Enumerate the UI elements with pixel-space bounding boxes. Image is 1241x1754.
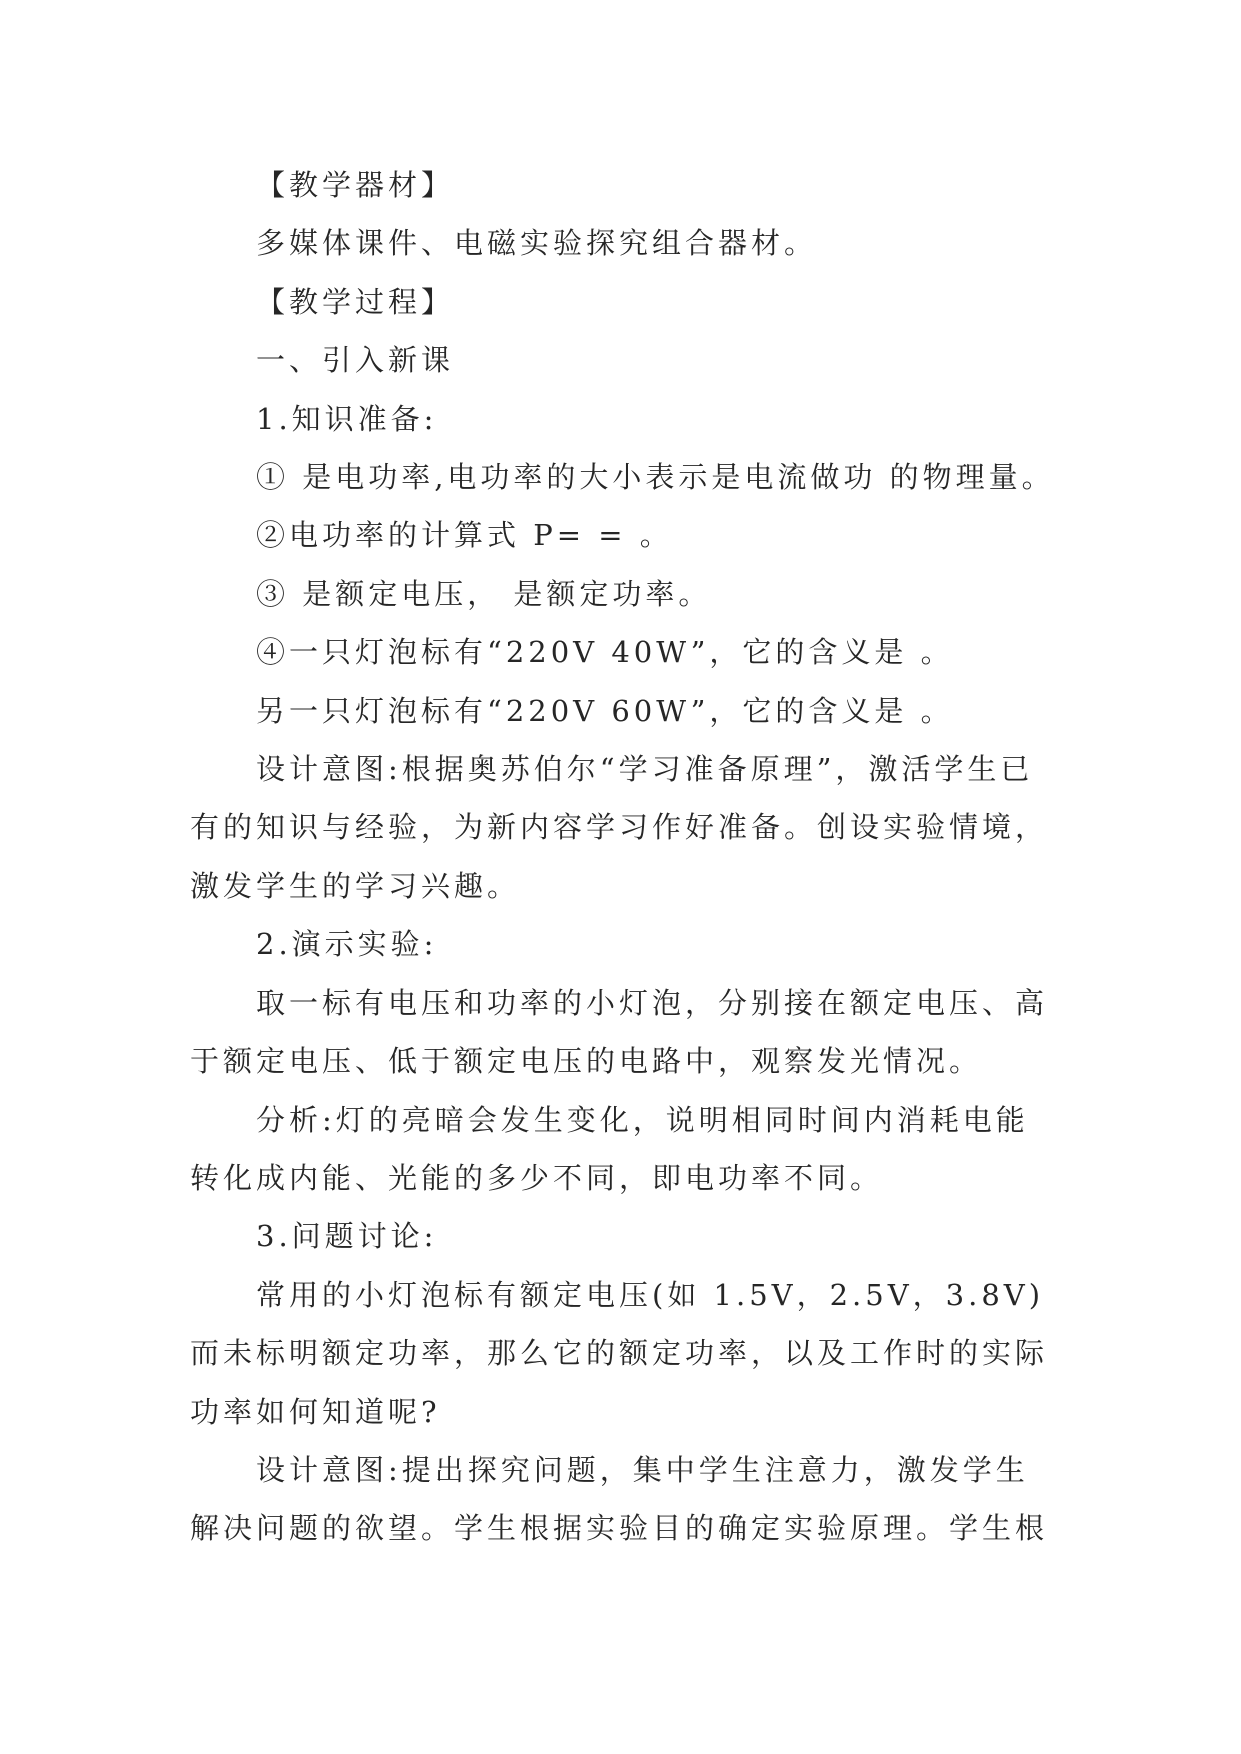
paragraph-demo-description: 取一标有电压和功率的小灯泡，分别接在额定电压、高于额定电压、低于额定电压的电路中，观察发光情况。	[190, 985, 1049, 1079]
subheading-knowledge-prep: 1.知识准备:	[256, 401, 438, 436]
question-item-4: ④一只灯泡标有“220V 40W”，它的含义是 。	[256, 635, 954, 670]
subheading-demo-experiment: 2.演示实验:	[256, 927, 438, 962]
question-item-3: ③ 是额定电压， 是额定功率。	[256, 576, 712, 611]
question-item-1: ① 是电功率,电功率的大小表示是电流做功 的物理量。	[256, 460, 1055, 495]
document-body	[190, 156, 1060, 1558]
question-item-4b: 另一只灯泡标有“220V 60W”，它的含义是 。	[256, 693, 954, 728]
paragraph-analysis: 分析:灯的亮暗会发生变化，说明相同时间内消耗电能转化成内能、光能的多少不同，即电功率不同。	[190, 1102, 1029, 1195]
section-heading-materials: 【教学器材】	[256, 168, 455, 202]
paragraph-materials-list: 多媒体课件、电磁实验探究组合器材。	[256, 226, 818, 261]
section-heading-process: 【教学过程】	[256, 284, 455, 319]
paragraph-design-intent-1: 设计意图:根据奥苏伯尔“学习准备原理”，激活学生已有的知识与经验，为新内容学习作好准备。创设实验情境，激发学生的学习兴趣。	[190, 752, 1049, 903]
subheading-introduction: 一、引入新课	[256, 343, 455, 378]
paragraph-discussion-question: 常用的小灯泡标有额定电压(如 1.5V，2.5V，3.8V)而未标明额定功率，那么它的额定功率，以及工作时的实际功率如何知道呢?	[190, 1277, 1049, 1429]
paragraph-design-intent-2: 设计意图:提出探究问题，集中学生注意力，激发学生解决问题的欲望。学生根据实验目的确定实验原理。学生根	[190, 1452, 1049, 1546]
question-item-2: ②电功率的计算式 P= = 。	[256, 518, 673, 553]
subheading-discussion: 3.问题讨论:	[256, 1219, 438, 1254]
